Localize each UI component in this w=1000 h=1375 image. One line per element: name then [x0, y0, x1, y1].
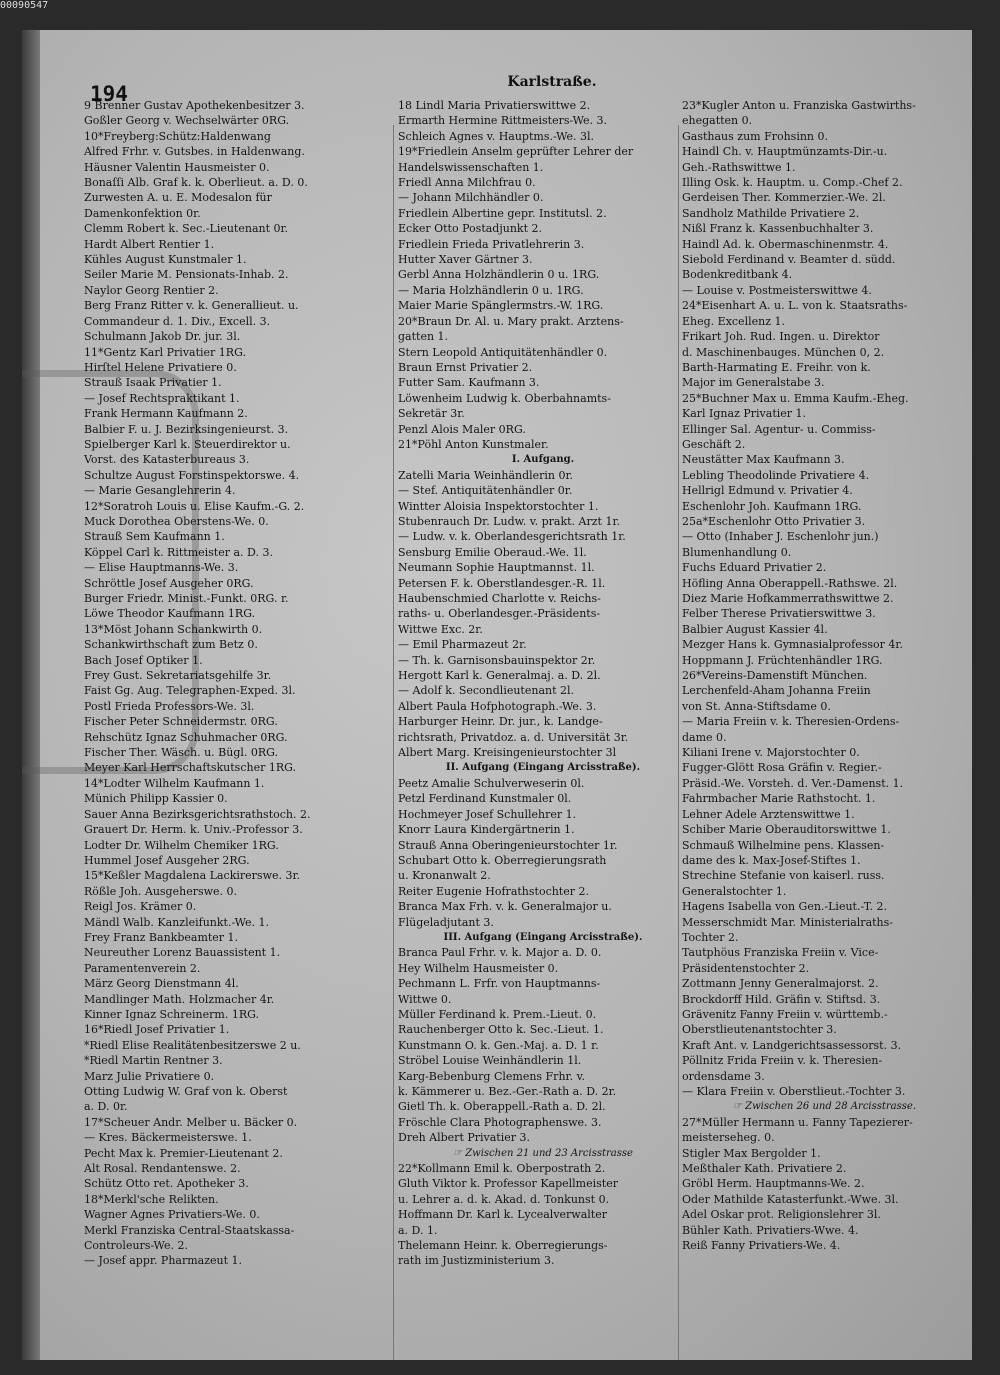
- entry-line: Haindl Ad. k. Obermaschinenmstr. 4.: [682, 237, 889, 251]
- entry-line: 22*Kollmann Emil k. Oberpostrath 2.: [398, 1162, 606, 1176]
- entry-line: Schleich Agnes v. Hauptms.-We. 3l.: [398, 129, 595, 143]
- entry-line: Kühles August Kunstmaler 1.: [84, 253, 247, 267]
- entry-line: Paramentenverein 2.: [84, 961, 201, 975]
- entry-line: 12*Soratroh Louis u. Elise Kaufm.-G. 2.: [84, 499, 305, 513]
- entry-line: — Josef Rechtspraktikant 1.: [84, 391, 240, 405]
- entry-line: Fugger-Glött Rosa Gräfin v. Regier.-: [682, 761, 882, 775]
- entry-line: Felber Therese Privatierswittwe 3.: [682, 607, 876, 621]
- entry-line: Frey Franz Bankbeamter 1.: [84, 930, 239, 944]
- entry-line: II. Aufgang (Eingang Arcisstraße).: [445, 762, 641, 774]
- entry-line: Messerschmidt Mar. Ministerialraths-: [682, 915, 893, 929]
- entry-line: Alfred Frhr. v. Gutsbes. in Haldenwang.: [84, 145, 305, 159]
- entry-line: Balbier August Kassier 4l.: [682, 622, 828, 636]
- entry-line: März Georg Dienstmann 4l.: [84, 977, 239, 991]
- entry-line: Ellinger Sal. Agentur- u. Commiss-: [682, 422, 876, 436]
- entry-line: meisterseheg. 0.: [682, 1131, 775, 1145]
- entry-line: — Josef appr. Pharmazeut 1.: [84, 1254, 243, 1268]
- entry-line: Neumann Sophie Hauptmannst. 1l.: [398, 561, 595, 575]
- entry-line: Schiber Marie Oberauditorswittwe 1.: [682, 823, 891, 837]
- entry-line: 17*Scheuer Andr. Melber u. Bäcker 0.: [84, 1115, 298, 1129]
- entry-line: Tautphöus Franziska Freiin v. Vice-: [682, 946, 879, 960]
- entry-line: Schütz Otto ret. Apotheker 3.: [84, 1177, 249, 1191]
- entry-line: Eheg. Excellenz 1.: [682, 314, 785, 328]
- entry-line: Neustätter Max Kaufmann 3.: [682, 453, 845, 467]
- entry-line: 27*Müller Hermann u. Fanny Tapezierer-: [682, 1115, 913, 1129]
- entry-line: Hey Wilhelm Hausmeister 0.: [398, 961, 559, 975]
- entry-line: 13*Möst Johann Schankwirth 0.: [84, 622, 263, 636]
- entry-line: Bühler Kath. Privatiers-Wwe. 4.: [682, 1223, 859, 1237]
- entry-line: Rößle Joh. Ausgeherswe. 0.: [84, 884, 238, 898]
- entry-line: Sauer Anna Bezirksgerichtsrathstoch. 2.: [84, 807, 311, 821]
- entry-line: Präsid.-We. Vorsteh. d. Ver.-Damenst. 1.: [682, 776, 904, 790]
- entry-line: 11*Gentz Karl Privatier 1RG.: [84, 345, 246, 359]
- entry-line: Rehschütz Ignaz Schuhmacher 0RG.: [84, 730, 288, 744]
- entry-line: Flügeladjutant 3.: [398, 915, 494, 929]
- entry-line: — Klara Freiin v. Oberstlieut.-Tochter 3.: [682, 1085, 906, 1098]
- entry-line: Mändl Walb. Kanzleifunkt.-We. 1.: [84, 915, 269, 929]
- entry-line: Major im Generalstabe 3.: [682, 376, 825, 390]
- entry-line: Lodter Dr. Wilhelm Chemiker 1RG.: [84, 838, 279, 852]
- entry-line: Clemm Robert k. Sec.-Lieutenant 0r.: [84, 222, 289, 236]
- entry-line: Bonaſſi Alb. Graf k. k. Oberlieut. a. D. 0.: [84, 176, 308, 190]
- entry-line: Reigl Jos. Krämer 0.: [84, 900, 197, 914]
- entry-line: — Ludw. v. k. Oberlandesgerichtsrath 1r.: [398, 530, 626, 544]
- entry-line: Albert Marg. Kreisingenieurstochter 3l: [398, 746, 617, 760]
- entry-line: Albert Paula Hofphotograph.-We. 3.: [398, 699, 597, 713]
- entry-line: Frey Gust. Sekretariatsgehilfe 3r.: [84, 669, 272, 683]
- entry-line: 21*Pöhl Anton Kunstmaler.: [398, 437, 549, 451]
- entry-line: III. Aufgang (Eingang Arcisstraße).: [443, 931, 643, 943]
- entry-line: Reiter Eugenie Hofrathstochter 2.: [398, 884, 589, 898]
- entry-line: Ströbel Louise Weinhändlerin 1l.: [398, 1054, 582, 1068]
- entry-line: Kunstmann O. k. Gen.-Maj. a. D. 1 r.: [398, 1038, 599, 1052]
- entry-line: Fahrmbacher Marie Rathstocht. 1.: [682, 792, 876, 806]
- entry-line: Barth-Harmating E. Freihr. von k.: [682, 360, 871, 374]
- entry-line: Thelemann Heinr. k. Oberregierungs-: [398, 1239, 608, 1253]
- page-title: Karlstraße.: [507, 74, 597, 90]
- entry-line: *Riedl Elise Realitätenbesitzerswe 2 u.: [84, 1038, 301, 1052]
- entry-line: Pechmann L. Frfr. von Hauptmanns-: [398, 977, 601, 991]
- entry-line: Faist Gg. Aug. Telegraphen-Exped. 3l.: [84, 684, 296, 698]
- entry-line: Fuchs Eduard Privatier 2.: [682, 561, 827, 575]
- entry-line: 9 Brenner Gustav Apothekenbesitzer 3.: [84, 99, 305, 112]
- entry-line: Penzl Alois Maler 0RG.: [398, 422, 526, 436]
- entry-line: Wintter Aloisia Inspektorstochter 1.: [398, 499, 599, 513]
- entry-line: Marz Julie Privatiere 0.: [84, 1069, 215, 1083]
- entry-line: Hardt Albert Rentier 1.: [84, 237, 215, 251]
- entry-line: dame 0.: [682, 730, 727, 744]
- entry-line: Strauß Isaak Privatier 1.: [84, 376, 222, 390]
- entry-line: 26*Vereins-Damenstift München.: [682, 669, 868, 683]
- entry-line: gatten 1.: [398, 330, 449, 344]
- entry-line: Merkl Franziska Central-Staatskassa-: [84, 1223, 295, 1237]
- column-middle: [398, 98, 688, 1269]
- entry-line: Bach Josef Optiker 1.: [84, 653, 203, 667]
- entry-line: Naylor Georg Rentier 2.: [84, 283, 219, 297]
- entry-line: ordensdame 3.: [682, 1069, 765, 1083]
- entry-line: Kinner Ignaz Schreinerm. 1RG.: [84, 1007, 260, 1021]
- entry-line: Schmauß Wilhelmine pens. Klassen-: [682, 838, 885, 852]
- entry-line: Köppel Carl k. Rittmeister a. D. 3.: [84, 545, 273, 559]
- entry-line: Löwe Theodor Kaufmann 1RG.: [84, 607, 256, 621]
- directory-page: [22, 30, 972, 1360]
- entry-line: Zatelli Maria Weinhändlerin 0r.: [398, 468, 574, 482]
- entry-line: 16*Riedl Josef Privatier 1.: [84, 1023, 230, 1037]
- entry-line: Generalstochter 1.: [682, 884, 787, 898]
- entry-line: Siebold Ferdinand v. Beamter d. südd.: [682, 253, 896, 267]
- entry-line: Gerbl Anna Holzhändlerin 0 u. 1RG.: [398, 268, 600, 282]
- entry-line: Harburger Heinr. Dr. jur., k. Landge-: [398, 715, 603, 729]
- entry-line: Gluth Viktor k. Professor Kapellmeister: [398, 1177, 618, 1191]
- entry-line: 20*Braun Dr. Al. u. Mary prakt. Arztens-: [398, 314, 624, 328]
- entry-line: 19*Friedlein Anselm geprüfter Lehrer der: [398, 145, 634, 159]
- entry-line: Hummel Josef Ausgeher 2RG.: [84, 853, 250, 867]
- entry-line: I. Aufgang.: [511, 454, 575, 466]
- entry-line: Hirſtel Helene Privatiere 0.: [84, 360, 237, 374]
- entry-line: Wittwe Exc. 2r.: [398, 622, 483, 636]
- entry-line: k. Kämmerer u. Bez.-Ger.-Rath a. D. 2r.: [398, 1085, 617, 1098]
- entry-line: Adel Oskar prot. Religionslehrer 3l.: [682, 1208, 881, 1222]
- entry-line: Stigler Max Bergolder 1.: [682, 1146, 821, 1160]
- column-right: [682, 98, 967, 1253]
- entry-line: Brockdorff Hild. Gräfin v. Stiftsd. 3.: [682, 992, 881, 1006]
- entry-line: Sekretär 3r.: [398, 407, 465, 421]
- entry-line: Hutter Xaver Gärtner 3.: [398, 253, 533, 267]
- entry-line: Zurwesten A. u. E. Modesalon für: [84, 191, 272, 205]
- entry-line: 24*Eisenhart A. u. L. von k. Staatsraths-: [682, 299, 908, 313]
- entry-line: Gietl Th. k. Oberappell.-Rath a. D. 2l.: [398, 1100, 606, 1114]
- entry-line: Geschäft 2.: [682, 437, 746, 451]
- entry-line: Illing Osk. k. Hauptm. u. Comp.-Chef 2.: [682, 176, 903, 190]
- entry-line: Ecker Otto Postadjunkt 2.: [398, 222, 542, 236]
- entry-line: Hagens Isabella von Gen.-Lieut.-T. 2.: [682, 900, 887, 914]
- entry-line: — Otto (Inhaber J. Eschenlohr jun.): [682, 530, 879, 544]
- entry-line: Kraft Ant. v. Landgerichtsassessorst. 3.: [682, 1038, 902, 1052]
- entry-line: dame des k. Max-Josef-Stiftes 1.: [682, 853, 861, 867]
- entry-line: Strauß Anna Oberingenieurstochter 1r.: [398, 838, 618, 852]
- entry-line: Alt Rosal. Rendantenswe. 2.: [84, 1162, 241, 1176]
- entry-line: Vorst. des Katasterbureaus 3.: [84, 453, 250, 467]
- entry-line: Münich Philipp Kassier 0.: [84, 792, 228, 806]
- entry-line: Müller Ferdinand k. Prem.-Lieut. 0.: [398, 1007, 597, 1021]
- entry-line: Stern Leopold Antiquitätenhändler 0.: [398, 345, 608, 359]
- entry-line: u. Kronanwalt 2.: [398, 869, 491, 883]
- entry-line: Balbier F. u. J. Bezirksingenieurst. 3.: [84, 422, 289, 436]
- entry-line: 18 Lindl Maria Privatierswittwe 2.: [398, 99, 591, 112]
- entry-line: Frikart Joh. Rud. Ingen. u. Direktor: [682, 330, 880, 344]
- entry-line: Gröbl Herm. Hauptmanns-We. 2.: [682, 1177, 865, 1191]
- entry-line: Strechine Stefanie von kaiserl. russ.: [682, 869, 885, 883]
- entry-line: Höfling Anna Oberappell.-Rathswe. 2l.: [682, 576, 898, 590]
- entry-line: Dreh Albert Privatier 3.: [398, 1131, 531, 1145]
- entry-line: Grauert Dr. Herm. k. Univ.-Professor 3.: [84, 823, 303, 837]
- entry-line: Diez Marie Hofkammerrathswittwe 2.: [682, 592, 894, 605]
- entry-line: Blumenhandlung 0.: [682, 545, 792, 559]
- entry-line: — Th. k. Garnisonsbauinspektor 2r.: [398, 653, 596, 667]
- entry-line: ehegatten 0.: [682, 114, 753, 128]
- entry-line: ☞ Zwischen 26 und 28 Arcisstrasse.: [732, 1101, 916, 1113]
- entry-line: Bodenkreditbank 4.: [682, 268, 793, 282]
- entry-line: Lerchenfeld-Aham Johanna Freiin: [682, 684, 871, 698]
- entry-line: rath im Justizministerium 3.: [398, 1254, 555, 1268]
- entry-line: Commandeur d. 1. Div., Excell. 3.: [84, 314, 271, 328]
- entry-line: Postl Frieda Professors-We. 3l.: [84, 699, 255, 713]
- entry-line: — Johann Milchhändler 0.: [398, 191, 544, 205]
- entry-line: — Kres. Bäckermeisterswe. 1.: [84, 1131, 252, 1145]
- entry-line: Handelswissenschaften 1.: [398, 160, 544, 174]
- entry-line: Schankwirthschaft zum Betz 0.: [84, 638, 258, 652]
- entry-line: Karg-Bebenburg Clemens Frhr. v.: [398, 1069, 585, 1083]
- entry-line: ☞ Zwischen 21 und 23 Arcisstrasse: [453, 1147, 633, 1159]
- entry-line: Meßthaler Kath. Privatiere 2.: [682, 1162, 847, 1176]
- entry-line: 25a*Eschenlohr Otto Privatier 3.: [682, 514, 866, 528]
- entry-line: Rauchenberger Otto k. Sec.-Lieut. 1.: [398, 1023, 604, 1037]
- entry-line: Petersen F. k. Oberstlandesger.-R. 1l.: [398, 576, 606, 590]
- entry-line: Sandholz Mathilde Privatiere 2.: [682, 206, 860, 220]
- entry-line: Maier Marie Spänglermstrs.-W. 1RG.: [398, 299, 604, 313]
- entry-line: Haubenschmied Charlotte v. Reichs-: [398, 592, 601, 605]
- entry-line: — Maria Holzhändlerin 0 u. 1RG.: [398, 283, 584, 297]
- entry-line: — Adolf k. Secondlieutenant 2l.: [398, 684, 575, 698]
- entry-line: Präsidentenstochter 2.: [682, 961, 810, 975]
- entry-line: Pecht Max k. Premier-Lieutenant 2.: [84, 1146, 283, 1160]
- entry-line: Friedlein Albertine gepr. Institutsl. 2.: [398, 206, 607, 220]
- entry-line: Sensburg Emilie Oberaud.-We. 1l.: [398, 545, 587, 559]
- entry-line: Fischer Peter Schneidermstr. 0RG.: [84, 715, 278, 729]
- entry-line: Grävenitz Fanny Freiin v. württemb.-: [682, 1007, 888, 1021]
- entry-line: raths- u. Oberlandesger.-Präsidents-: [398, 607, 601, 621]
- entry-line: Tochter 2.: [682, 930, 739, 944]
- entry-line: Frank Hermann Kaufmann 2.: [84, 407, 248, 421]
- column-left: [84, 98, 404, 1269]
- entry-line: a. D. 1.: [398, 1223, 438, 1237]
- entry-line: Kiliani Irene v. Majorstochter 0.: [682, 746, 860, 760]
- entry-line: Hoppmann J. Früchtenhändler 1RG.: [682, 653, 883, 667]
- entry-line: Gasthaus zum Frohsinn 0.: [682, 129, 829, 143]
- entry-line: Gerdeisen Ther. Kommerzier.-We. 2l.: [682, 191, 886, 205]
- entry-line: Fischer Ther. Wäsch. u. Bügl. 0RG.: [84, 746, 279, 760]
- entry-line: Stubenrauch Dr. Ludw. v. prakt. Arzt 1r.: [398, 514, 621, 528]
- entry-line: Oder Mathilde Katasterfunkt.-Wwe. 3l.: [682, 1192, 899, 1206]
- entry-line: Schubart Otto k. Oberregierungsrath: [398, 853, 607, 867]
- entry-line: — Emil Pharmazeut 2r.: [398, 638, 527, 652]
- entry-line: Knorr Laura Kindergärtnerin 1.: [398, 823, 575, 837]
- entry-line: Branca Paul Frhr. v. k. Major a. D. 0.: [398, 946, 602, 960]
- entry-line: Braun Ernst Privatier 2.: [398, 360, 533, 374]
- entry-line: Hoffmann Dr. Karl k. Lycealverwalter: [398, 1208, 607, 1222]
- entry-line: Berg Franz Ritter v. k. Generallieut. u.: [84, 299, 299, 313]
- entry-line: Löwenheim Ludwig k. Oberbahnamts-: [398, 391, 611, 405]
- entry-line: Otting Ludwig W. Graf von k. Oberst: [84, 1085, 288, 1098]
- entry-line: 18*Merkl'sche Relikten.: [84, 1192, 219, 1206]
- entry-line: Seiler Marie M. Pensionats-Inhab. 2.: [84, 268, 289, 282]
- entry-line: Zottmann Jenny Generalmajorst. 2.: [682, 977, 879, 991]
- entry-line: d. Maschinenbauges. München 0, 2.: [682, 345, 885, 359]
- entry-line: Karl Ignaz Privatier 1.: [682, 407, 807, 421]
- entry-line: Friedl Anna Milchfrau 0.: [398, 176, 536, 190]
- entry-line: Burger Friedr. Minist.-Funkt. 0RG. r.: [84, 592, 289, 605]
- archive-stamp: 00090547: [0, 0, 49, 11]
- entry-line: 23*Kugler Anton u. Franziska Gastwirths-: [682, 99, 916, 112]
- entry-line: Controleurs-We. 2.: [84, 1239, 188, 1253]
- entry-line: Friedlein Frieda Privatlehrerin 3.: [398, 237, 585, 251]
- entry-line: Hergott Karl k. Generalmaj. a. D. 2l.: [398, 669, 601, 683]
- entry-line: Wagner Agnes Privatiers-We. 0.: [84, 1208, 260, 1222]
- entry-line: Häusner Valentin Hausmeister 0.: [84, 160, 270, 174]
- entry-line: Damenkonfektion 0r.: [84, 206, 201, 220]
- entry-line: Schulmann Jakob Dr. jur. 3l.: [84, 330, 241, 344]
- entry-line: Lehner Adele Arztenswittwe 1.: [682, 807, 855, 821]
- entry-line: Nißl Franz k. Kassenbuchhalter 3.: [682, 222, 874, 236]
- entry-line: u. Lehrer a. d. k. Akad. d. Tonkunst 0.: [398, 1192, 610, 1206]
- entry-line: Spielberger Karl k. Steuerdirektor u.: [84, 437, 291, 451]
- entry-line: — Maria Freiin v. k. Theresien-Ordens-: [682, 715, 900, 729]
- entry-line: Hellrigl Edmund v. Privatier 4.: [682, 484, 853, 498]
- entry-line: Mezger Hans k. Gymnasialprofessor 4r.: [682, 638, 903, 652]
- entry-line: 15*Keßler Magdalena Lackirerswe. 3r.: [84, 869, 301, 883]
- entry-line: Schultze August Forstinspektorswe. 4.: [84, 468, 300, 482]
- entry-line: Oberstlieutenantstochter 3.: [682, 1023, 837, 1037]
- entry-line: 10*Freyberg:Schütz:Haldenwang: [84, 129, 271, 143]
- entry-line: Haindl Ch. v. Hauptmünzamts-Dir.-u.: [682, 145, 888, 159]
- entry-line: Pöllnitz Frida Freiin v. k. Theresien-: [682, 1054, 883, 1068]
- entry-line: Branca Max Frh. v. k. Generalmajor u.: [398, 900, 612, 914]
- entry-line: richtsrath, Privatdoz. a. d. Universität 3r.: [398, 730, 629, 744]
- entry-line: Schröttle Josef Ausgeher 0RG.: [84, 576, 254, 590]
- entry-line: — Marie Gesanglehrerin 4.: [84, 484, 236, 498]
- entry-line: Peetz Amalie Schulverweserin 0l.: [398, 776, 585, 790]
- entry-line: Eschenlohr Joh. Kaufmann 1RG.: [682, 499, 862, 513]
- entry-line: Wittwe 0.: [398, 992, 452, 1006]
- entry-line: Muck Dorothea Oberstens-We. 0.: [84, 514, 269, 528]
- entry-line: Reiß Fanny Privatiers-We. 4.: [682, 1239, 841, 1253]
- entry-line: Neureuther Lorenz Bauassistent 1.: [84, 946, 281, 960]
- entry-line: 14*Lodter Wilhelm Kaufmann 1.: [84, 776, 265, 790]
- page-number: 194: [90, 82, 128, 106]
- entry-line: Ermarth Hermine Rittmeisters-We. 3.: [398, 114, 608, 128]
- entry-line: Fröschle Clara Photographenswe. 3.: [398, 1115, 602, 1129]
- entry-line: 25*Buchner Max u. Emma Kaufm.-Eheg.: [682, 391, 909, 405]
- entry-line: Mandlinger Math. Holzmacher 4r.: [84, 992, 275, 1006]
- entry-line: *Riedl Martin Rentner 3.: [84, 1054, 223, 1068]
- entry-line: Futter Sam. Kaufmann 3.: [398, 376, 540, 390]
- entry-line: von St. Anna-Stiftsdame 0.: [682, 699, 831, 713]
- entry-line: Goßler Georg v. Wechselwärter 0RG.: [84, 114, 290, 128]
- entry-line: a. D. 0r.: [84, 1100, 128, 1114]
- entry-line: — Stef. Antiquitätenhändler 0r.: [398, 484, 573, 498]
- entry-line: Petzl Ferdinand Kunstmaler 0l.: [398, 792, 572, 806]
- entry-line: Hochmeyer Josef Schullehrer 1.: [398, 807, 577, 821]
- entry-line: Geh.-Rathswittwe 1.: [682, 160, 796, 174]
- entry-line: — Louise v. Postmeisterswittwe 4.: [682, 283, 872, 297]
- entry-line: Lebling Theodolinde Privatiere 4.: [682, 468, 870, 482]
- entry-line: Meyer Karl Herrschaftskutscher 1RG.: [84, 761, 297, 775]
- entry-line: — Elise Hauptmanns-We. 3.: [84, 561, 239, 575]
- entry-line: Strauß Sem Kaufmann 1.: [84, 530, 225, 544]
